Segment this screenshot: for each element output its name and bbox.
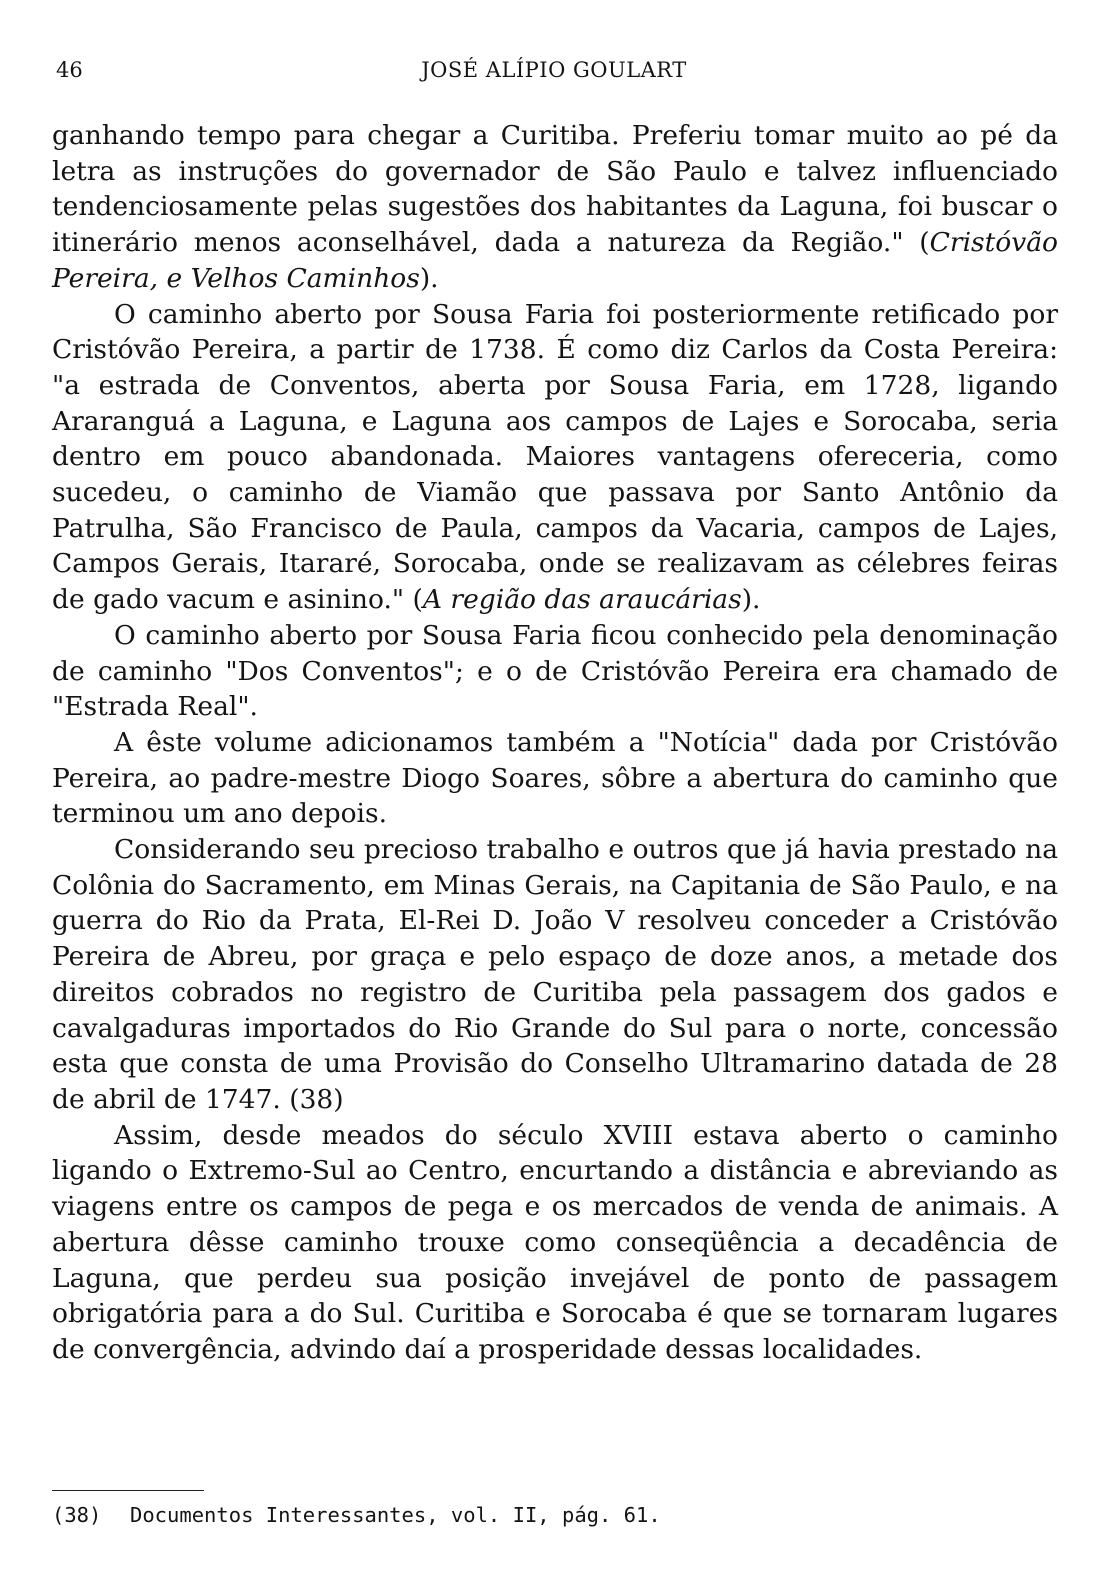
paragraph-2-tail: ). — [741, 584, 761, 616]
paragraph-5: Considerando seu precioso trabalho e outros que já havia prestado na Colônia do Sacramento, em Minas Gerais, na Capitania de São Paulo, e na guerra do Rio da Prata, El-Rei D. João V resolveu conceder a Cristóvão Pereira de Abreu, por graça e pelo espaço de doze anos, a metade dos direitos cobrados no registro de Curitiba pela passagem dos gados e cavalgaduras importados do Rio Grande do Sul para o norte, concessão esta que consta de uma Provisão do Conselho Ultramarino datada de 28 de abril de 1747. (38) — [52, 834, 1058, 1115]
footnote-divider — [52, 1490, 204, 1491]
citation-title: Cristóvão Pereira, e Velhos Caminhos — [52, 227, 1058, 294]
citation-title: A região das araucárias — [422, 584, 742, 616]
footnote-reference: (38) — [52, 1503, 102, 1527]
paragraph-3: O caminho aberto por Sousa Faria ficou conhecido pela denominação de caminho "Dos Conventos"; e o de Cristóvão Pereira era chamado de "Estrada Real". — [52, 619, 1058, 723]
paragraph-2 — [52, 297, 1058, 618]
paragraph-1 — [52, 118, 1058, 297]
page-number: 46 — [56, 58, 83, 82]
footnote-text: Documentos Interessantes, vol. II, pág. 61. — [130, 1503, 661, 1527]
paragraph-1-tail: ). — [419, 262, 439, 294]
paragraph-4: A êste volume adicionamos também a "Notícia" dada por Cristóvão Pereira, ao padre-mestre Diogo Soares, sôbre a abertura do caminho que terminou um ano depois. — [52, 726, 1058, 830]
running-header — [52, 58, 1056, 94]
paragraph-6: Assim, desde meados do século XVIII estava aberto o caminho ligando o Extremo-Sul ao Centro, encurtando a distância e abreviando as viagens entre os campos de pega e os mercados de venda de animais. A abertura dêsse caminho trouxe como conseqüência a decadência de Laguna, que perdeu sua posição invejável de ponto de passagem obrigatória para a do Sul. Curitiba e Sorocaba é que se tornaram lugares de convergência, advindo daí a prosperidade dessas localidades. — [52, 1119, 1058, 1365]
footnote — [52, 1503, 661, 1527]
running-title: JOSÉ ALÍPIO GOULART — [421, 58, 687, 82]
paragraph-2-text: O caminho aberto por Sousa Faria foi posteriormente retificado por Cristóvão Pereira, a partir de 1738. É como diz Carlos da Costa Pereira: "a estrada de Conventos, aberta por Sousa Faria, em 1728, ligando Araranguá a Laguna, e Laguna aos campos de Lajes e Sorocaba, seria dentro em pouco abandonada. Maiores vantagens ofereceria, como sucedeu, o caminho de Viamão que passava por Santo Antônio da Patrulha, São Francisco de Paula, campos da Vacaria, campos de Lajes, Campos Gerais, Itararé, Sorocaba, onde se realizavam as célebres feiras de gado vacum e asinino." ( — [52, 298, 1058, 616]
paragraph-1-text: ganhando tempo para chegar a Curitiba. Preferiu tomar muito ao pé da letra as instruções do governador de São Paulo e talvez influenciado tendenciosamente pelas sugestões dos habitantes da Laguna, foi buscar o itinerário menos aconselhável, dada a natureza da Região." ( — [52, 120, 1058, 259]
body-text — [52, 118, 1058, 1368]
